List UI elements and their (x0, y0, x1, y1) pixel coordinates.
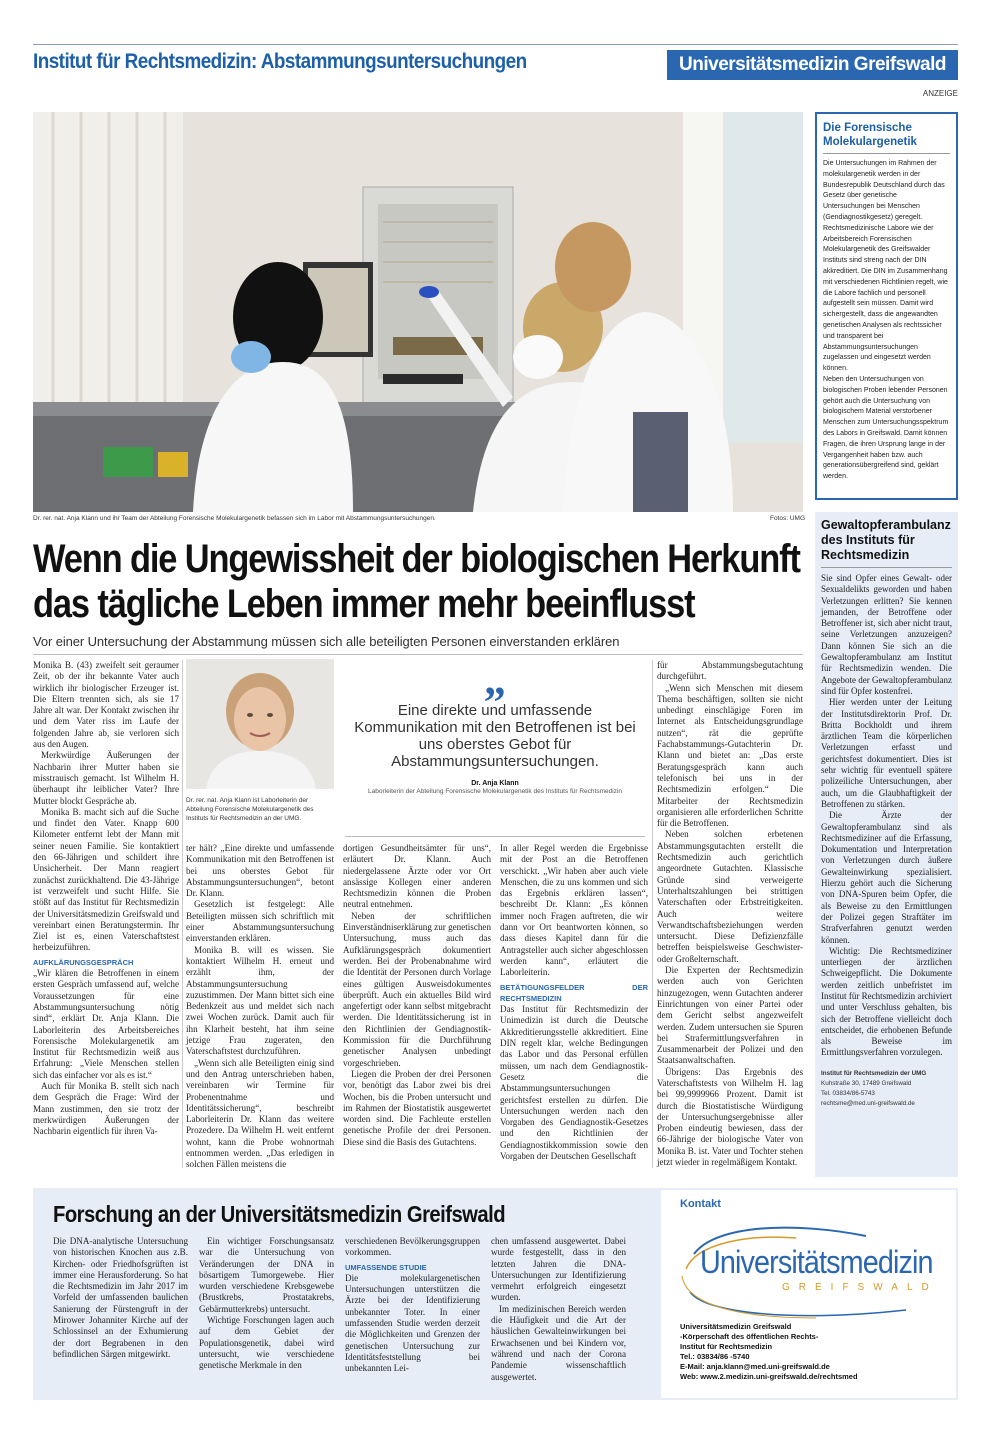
sidebar-forensic-paragraph: Rechtsmedizinische Labore wie der Arbeitsbereich Forensischen Molekulargenetik des Greifswalder Instituts sind streng nach der DIN akkreditiert. Die DIN im Zusammenhang mit verschiedenen Richtlinien regelt, wie die Labore fachlich und personell aufgestellt sein müssen. Damit wird sichergestellt, dass die angewandten genetischen Analysen als rechtssicher und transparent bei Abstammungsuntersuchungen zugelassen und eingesetzt werden können. (823, 224, 948, 373)
subheading: BETÄTIGUNGSFELDER DER RECHTSMEDIZIN (500, 982, 648, 1003)
sidebar-forensic-paragraph: Neben den Untersuchungen von biologischen Proben lebender Personen gehört auch die Untersuchung von biologischem Material verstorbener Menschen zum Untersuchungsspektrum des Labors in Greifswald. Damit können Fragen, die ihren Ursprung lange in der Vergangenheit haben bzw. auch generationsübergreifend sind, geklärt werden. (823, 375, 949, 481)
umg-logo (676, 1214, 950, 1324)
paragraph: für Abstammungsbegutachtung durchgeführt. (657, 660, 803, 682)
paragraph: „Wir klären die Betroffenen in einem ersten Gespräch umfassend auf, welche Voraussetzungen für eine Abstammungsuntersuchung nötig sind“, erklärt Dr. Anja Klann. Die Laborleiterin des Arbeitsbereiches Forensische Molekulargenetik am Institut für Rechtsmedizin weiß aus Erfahrung: „Viele Menschen stellen sich das einfacher vor als es ist.“ (33, 968, 179, 1080)
portrait-caption: Dr. rer. nat. Anja Klann ist Laborleiterin der Abteilung Forensische Molekulargenetik des Instituts für Rechtsmedizin an der UMG. (186, 797, 314, 822)
photo-credit: Fotos: UMG (770, 515, 806, 522)
paragraph: Monika B. macht sich auf die Suche und findet den Vater. Knapp 600 Kilometer entfernt lebt der Mann mit seiner neuen Familie. Sie kontaktiert den 66-Jährigen und schildert ihre Unsicherheit. Der Mann reagiert zunächst zurückhaltend. Die 43-Jährige ist verzweifelt und sucht Hilfe. Sie stößt auf das Institut für Rechtsmedizin der Universitätsmedizin Greifswald und vereinbart einen Beratungstermin. Ihr Ziel ist es, einen Vaterschaftstest herbeizuführen. (33, 806, 179, 953)
paragraph: Die molekulargenetischen Untersuchungen unterstützen die Ärzte bei der Identifizierung unbekannter Toter. In einer umfassenden Studie werden derzeit die Möglichkeiten und Grenzen der genetischen Untersuchung zur Identitätsfeststellung bei unbekannten Lei- (345, 1272, 480, 1374)
article-column-5 (657, 660, 803, 1168)
umg-logo-main: Universitätsmedizin (700, 1244, 933, 1280)
contact-legal: -Körperschaft des öffentlichen Rechts- (680, 1332, 819, 1341)
paragraph: Monika B. (43) zweifelt seit geraumer Zeit, ob der ihr bekannte Vater auch wirklich ihr biologischer Erzeuger ist. Die Eltern trennten sich, als sie 17 Jahre alt war. Der Kontakt zwischen ihr und dem Vater riss im Laufe der folgenden Jahre ab, sie verloren sich aus den Augen. (33, 660, 179, 750)
paragraph: chen umfassend ausgewertet. Dabei wurde festgestellt, dass in den letzten Jahren die DNA-Untersuchungen zur Identifizierung vermehrt erfolgreich eingesetzt wurden. (491, 1236, 626, 1303)
lab-photo-illustration (33, 112, 803, 512)
research-column-3 (345, 1236, 480, 1375)
sidebar-gewalt-paragraph: Hier werden unter der Leitung der Institutsdirektorin Prof. Dr. Britta Bockholdt und ihrem ärztlichen Team die körperlichen Verletzungen erfasst und gerichtsfest dokumentiert. Dies ist sehr wichtig für eventuell spätere polizeiliche Untersuchungen, aber auch, um die Glaubhaftigkeit der Betroffenen zu stärken. (821, 697, 952, 809)
research-column-4 (491, 1236, 626, 1383)
article-column-4 (500, 843, 648, 1162)
paragraph: Die Experten der Rechtsmedizin werden auch von Gerichten hinzugezogen, wenn Gutachten anderer Einrichtungen von einer Partei oder dem Gericht selbst angezweifelt werden. Zudem untersuchen sie Spuren bei Strafermittlungsverfahren in Zusammenarbeit der Polizei und den Staatsanwaltschaften. (657, 965, 803, 1066)
paragraph: Monika B. will es wissen. Sie kontaktiert Wilhelm H. erneut und erzählt ihm, der Abstammungsuntersuchung zuzustimmen. Der Mann bittet sich eine Bedenkzeit aus und meldet sich nach zwei Wochen zurück. Damit auch für ihn Klarheit besteht, hat ihm seine jetzige Frau zugeraten, den Vaterschaftstest durchzuführen. (186, 944, 334, 1057)
paragraph: Gesetzlich ist festgelegt: Alle Beteiligten müssen sich schriftlich mit einer Abstammungsuntersuchung einverstanden erklären. (186, 899, 334, 944)
quote-mark-icon: „ (484, 655, 506, 704)
subheading: AUFKLÄRUNGSGESPRÄCH (33, 957, 134, 967)
sidebar-contact-phone: Tel. 03834/86-5743 (821, 1089, 875, 1097)
paragraph: Liegen die Proben der drei Personen vor, benötigt das Labor zwei bis drei Wochen, bis die Proben untersucht und im Rahmen der Biostatistik ausgewertet worden sind. Die Fachleute erstellen genetische Profile der drei Personen. Diese sind die Basis des Gutachtens. (343, 1068, 491, 1147)
portrait-photo (186, 659, 334, 789)
sidebar-gewaltopferambulanz (815, 512, 958, 1177)
research-column-1 (53, 1236, 188, 1360)
ad-label: ANZEIGE (922, 89, 958, 98)
paragraph: Merkwürdige Äußerungen der Nachbarin ihrer Mutter haben sie misstrauisch gemacht. Ist Wilhelm H. überhaupt ihr leiblicher Vater? Ihre Mutter blockt Gespräche ab. (33, 750, 179, 806)
pull-quote (345, 655, 645, 796)
paragraph: Neben der schriftlichen Einverständniserklärung zur genetischen Untersuchung, muss auch das Aufklärungsgespräch dokumentiert werden. Bei der Probenabnahme wird die Identität der Personen durch Vorlage eines gültigen Ausweisdokumentes überprüft. Auch ein aktuelles Bild wird angefertigt oder kann selbst mitgebracht werden. Die Identitätssicherung ist in den Richtlinien der Gendiagnostik-Kommission für die Durchführung genetischer Analysen unbedingt vorgeschrieben. (343, 910, 491, 1068)
paragraph: „Wenn sich alle Beteiligten einig sind und den Antrag unterschrieben haben, vereinbaren wir Termine für Probenentnahme und Identitätssicherung“, beschreibt Laborleiterin Dr. Klann das weitere Prozedere. Da Wilhelm H. weit entfernt wohnt, kann die Probe wohnortnah entnommen werden. „Das erledigen in solchen Fällen meistens die (186, 1057, 334, 1170)
divider (33, 654, 803, 655)
contact-web[interactable]: Web: www.2.medizin.uni-greifswald.de/rechtsmed (680, 1372, 858, 1381)
paragraph: Ein wichtiger Forschungsansatz war die Untersuchung von Veränderungen der DNA in bösartigem Tumorgewebe. Hier wurden verschiedene Krebsgewebe (Brustkrebs, Prostatakrebs, Gebärmutterkrebs) untersucht. (199, 1236, 334, 1314)
paragraph: In aller Regel werden die Ergebnisse mit der Post an die Betroffenen verschickt. „Wir haben aber auch viele Menschen, die zu uns kommen und sich das Ergebnis erklären lassen“, beschreibt Dr. Klann: „Es können immer noch Fragen auftreten, die wir dann vor Ort beantworten können, so dass dieses Kapitel dann für die Antragsteller auch sicher abgeschlossen werden kann“, erläutert die Laborleiterin. (500, 843, 648, 978)
paragraph: dortigen Gesundheitsämter für uns“, erläutert Dr. Klann. Auch niedergelassene Ärzte oder vor Ort ansässige Kollegen einer anderen Rechtsmedizin können die Proben neutral entnehmen. (343, 843, 491, 910)
research-title: Forschung an der Universitätsmedizin Greifswald (53, 1201, 506, 1227)
paragraph: ter hält? „Eine direkte und umfassende Kommunikation mit den Betroffenen ist bei uns oberstes Gebot für Abstammungsuntersuchungen“, betont Dr. Klann. (186, 843, 334, 899)
sidebar-gewalt-paragraph: Sie sind Opfer eines Gewalt- oder Sexualdelikts geworden und haben Verletzungen erlitten? Sie kennen jemanden, der Betroffene oder Betroffener ist, sich aber nicht traut, seine Verletzungen anzuzeigen? Dann können Sie sich an die Gewaltopferambulanz am Institut für Rechtsmedizin wenden. Die Angebote der Gewaltopferambulanz sind für Opfer kostenfrei. (821, 573, 952, 696)
paragraph: Neben solchen erbetenen Abstammungsgutachten erstellt die Rechtsmedizin auch gerichtlich angeordnete Gutachten. Klassische Gründe sind verweigerte Unterhaltszahlungen bei strittigen Vaterschaften oder Erbstreitigkeiten. Auch weitere Verwandtschaftsbeziehungen werden untersucht. Diese Defizienzfälle betreffen beispielsweise Geschwister- oder Großelternschaft. (657, 829, 803, 964)
paragraph: Wichtige Forschungen lagen auch auf dem Gebiet der Populationsgenetik, dabei wird untersucht, wie verschiedene genetische Merkmale in den (199, 1315, 334, 1371)
contact-phone: Tel.: 03834/86 -5740 (680, 1352, 750, 1361)
sidebar-gewalt-paragraph: Wichtig: Die Rechtsmediziner unterliegen der ärztlichen Schweigepflicht. Die Dokumente werden zeitlich unbefristet im Institut für Rechtsmedizin archiviert und unter Verschluss gehalten, bis sich der Betroffene vielleicht doch entscheidet, die erhobenen Befunde als Beweise im Ermittlungsverfahren vorzulegen. (821, 945, 952, 1058)
subheading: UMFASSENDE STUDIE (345, 1262, 427, 1272)
brand-banner: Universitätsmedizin Greifswald (667, 50, 958, 80)
headline-line-1: Wenn die Ungewissheit der biologischen Herkunft (33, 537, 800, 581)
paragraph: Auch für Monika B. stellt sich nach dem Gespräch die Frage: Wird der Mann zustimmen, den sie trotz der merkwürdigen Äußerungen der Nachbarin eigentlich für ihren Va- (33, 1080, 179, 1137)
portrait-illustration (186, 659, 334, 789)
quote-author-role: Laborleiterin der Abteilung Forensische Molekulargenetik des Instituts für Rechtsmedizin (368, 788, 622, 795)
header-rule (33, 44, 958, 45)
column-divider (652, 660, 653, 1168)
sidebar-contact-address: Kuhstraße 30, 17489 Greifswald (821, 1079, 912, 1087)
article-column-3 (343, 843, 491, 1148)
quote-author: Dr. Anja Klann (471, 780, 519, 787)
sidebar-contact-email[interactable]: rechtsme@med.uni-greifswald.de (821, 1099, 915, 1107)
column-divider (182, 660, 183, 1168)
divider (345, 836, 645, 837)
sidebar-forensic-title: Die Forensische Molekulargenetik (823, 122, 917, 148)
sidebar-gewalt-paragraph: Die Ärzte der Gewaltopferambulanz sind als Rechtsmediziner auf die Erfassung, Dokumentation und Interpretation von Verletzungen durch äußere Gewalteinwirkung spezialisiert. Hierzu gehört auch die Sicherung von DNA-Spuren beim Opfer, die als Beweise zu den Ermittlungen der Polizei gegen Straftäter im Strafverfahren genutzt werden können. (821, 810, 952, 945)
photo-caption: Dr. rer. nat. Anja Klann und ihr Team der Abteilung Forensische Molekulargenetik befassen sich im Labor mit Abstammungsuntersuchungen. (33, 515, 436, 522)
research-column-2 (199, 1236, 334, 1372)
paragraph: Übrigens: Das Ergebnis des Vaterschaftstests von Wilhelm H. lag bei 99,9999966 Prozent. Damit ist durch die Biostatistische Würdigung der Untersuchungsergebnisse aller Proben eindeutig bewiesen, dass der 66-Jährige der biologische Vater von Monika B. ist. Vater und Tochter stehen jetzt wieder in regelmäßigem Kontakt. (657, 1066, 803, 1168)
paragraph: Die DNA-analytische Untersuchung von historischen Knochen aus z.B. Kirchen- oder Friedhofsgrüften ist immer eine Herausforderung. So hat die Rechtsmedizin im Jahr 2017 im Vorfeld der umfassenden baulichen Sanierung der Fürstengruft in der Mirower Johanniter Kirche auf der Schlossinsel an der Exhumierung der dort Begrabenen in den befindlichen Särgen mitgewirkt. (53, 1236, 188, 1359)
paragraph: „Wenn sich Menschen mit diesem Thema beschäftigen, sollten sie nicht unbedingt einschlägige Foren im Internet als Entscheidungsgrundlage nutzen“, rät die geprüfte Fachabstammungs-Gutachterin Dr. Klann und bietet an: „Das erste Beratungsgespräch kann auch telefonisch bei uns in der Rechtsmedizin erfolgen.“ Die Mitarbeiter der Rechtsmedizin organisieren alle erforderlichen Schritte für die Betroffenen. (657, 682, 803, 829)
contact-title: Kontakt (680, 1198, 721, 1210)
lab-photo (33, 112, 803, 512)
article-column-1 (33, 660, 179, 1137)
section-title: Institut für Rechtsmedizin: Abstammungsuntersuchungen (33, 50, 527, 73)
contact-email[interactable]: E-Mail: anja.klann@med.uni-greifswald.de (680, 1362, 830, 1371)
quote-text: Eine direkte und umfassende Kommunikation mit den Betroffenen ist bei uns oberstes Gebot für Abstammungsuntersuchungen. (354, 702, 636, 770)
umg-logo-sub: GREIFSWALD (782, 1282, 938, 1293)
article-column-2 (186, 843, 334, 1171)
paragraph: Im medizinischen Bereich werden die Häufigkeit und die Art der häuslichen Gewalteinwirkungen bei Erwachsenen und bei Kindern vor, während und nach der Corona Pandemie wissenschaftlich ausgewertet. (491, 1303, 626, 1382)
sidebar-forensic-paragraph: Die Untersuchungen im Rahmen der molekulargenetik werden in der Bundesrepublik Deutschland durch das Gesetz über genetische Untersuchungen bei Menschen (Gendiagnostikgesetz) geregelt. (823, 160, 945, 221)
paragraph: verschiedenen Bevölkerungsgruppen vorkommen. (345, 1236, 480, 1258)
article-headline (33, 537, 800, 627)
paragraph: Das Institut für Rechtsmedizin der Unimedizin ist durch die Deutsche Akkreditierungsstelle akkreditiert. Eine DIN regelt klar, welche Bedingungen das Labor und das Personal erfüllen müssen, um nach dem Gendiagnostik-Gesetz die Abstammungsuntersuchungen gerichtsfest erstellen zu dürfen. Die Untersuchungen werden nach den Vorgaben des Gendiagnostik-Gesetzes und den Richtlinien der Gendiagnostikkommission sowie den Vorgaben der Deutschen Gesellschaft (500, 1004, 648, 1162)
sidebar-forensic (815, 112, 958, 500)
sidebar-contact-org: Institut für Rechtsmedizin der UMG (821, 1069, 927, 1077)
contact-address (680, 1322, 858, 1382)
headline-line-2: das tägliche Leben immer mehr beeinflusst (33, 582, 695, 626)
article-subheadline: Vor einer Untersuchung der Abstammung müssen sich alle beteiligten Personen einverstanden erklären (33, 634, 620, 649)
contact-org: Universitätsmedizin Greifswald (680, 1322, 792, 1331)
sidebar-gewalt-title: Gewaltopferambulanz des Instituts für Rechtsmedizin (821, 518, 951, 562)
contact-institute: Institut für Rechtsmedizin (680, 1342, 773, 1351)
